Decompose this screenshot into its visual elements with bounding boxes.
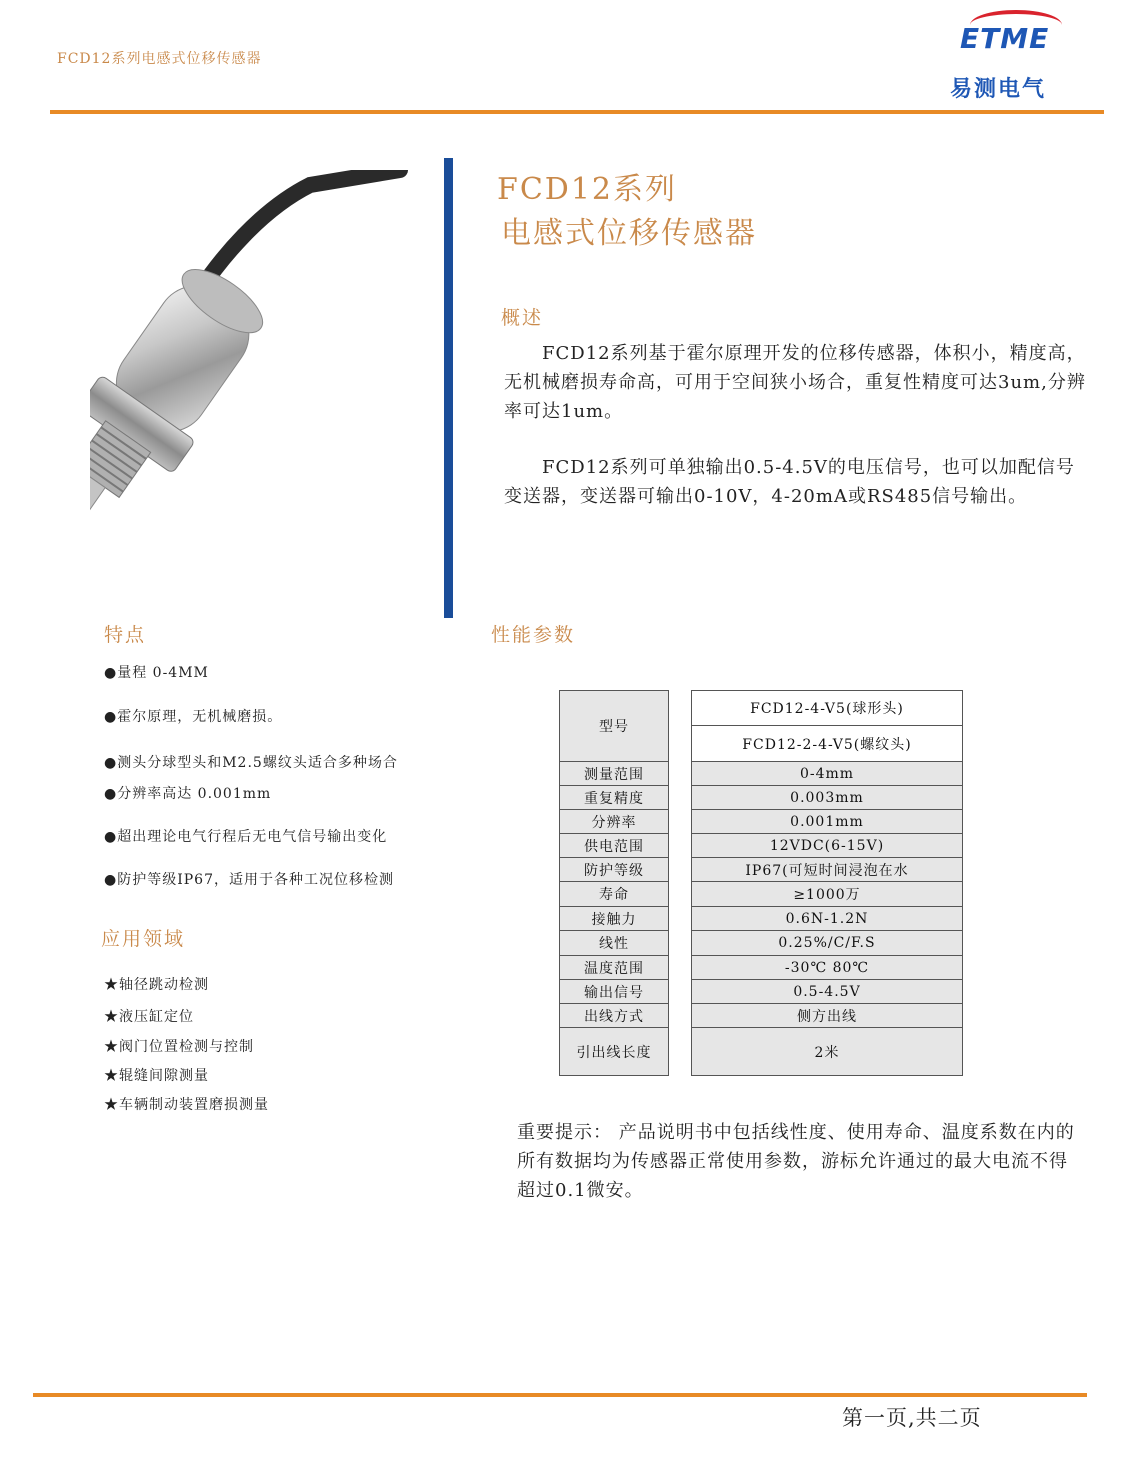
- spec-label-model: 型号: [559, 690, 669, 762]
- application-item: ★阀门位置检测与控制: [104, 1039, 254, 1055]
- feature-item: ●测头分球型头和M2.5螺纹头适合多种场合: [104, 755, 398, 771]
- spec-label: 供电范围: [559, 834, 669, 858]
- feature-item: ●分辨率高达 0.001mm: [104, 786, 272, 802]
- spec-label: 重复精度: [559, 786, 669, 810]
- vertical-accent-bar: [444, 158, 453, 618]
- spec-table-values: [691, 690, 963, 1076]
- spec-table-labels: [559, 690, 669, 1076]
- logo-text-cn: 易测电气: [950, 77, 1047, 102]
- spec-label: 线性: [559, 931, 669, 956]
- product-photo: [90, 170, 410, 550]
- header-title: FCD12系列电感式位移传感器: [57, 51, 262, 67]
- spec-label: 分辨率: [559, 810, 669, 834]
- spec-value: 0-4mm: [691, 762, 963, 786]
- overview-paragraph-1: FCD12系列基于霍尔原理开发的位移传感器，体积小，精度高，无机械磨损寿命高，可用于空间狭小场合，重复性精度可达3um,分辨率可达1um。: [504, 343, 1086, 422]
- spec-model-ball: FCD12-4-V5(球形头): [691, 690, 963, 726]
- bottom-divider: [33, 1393, 1087, 1397]
- spec-value: ≥1000万: [691, 882, 963, 907]
- spec-value: IP67(可短时间浸泡在水: [691, 858, 963, 882]
- main-title-line1: FCD12系列: [497, 172, 677, 207]
- main-title-line2: 电感式位移传感器: [501, 216, 757, 251]
- spec-label: 防护等级: [559, 858, 669, 882]
- application-item: ★轴径跳动检测: [104, 977, 209, 993]
- important-notice: 重要提示： 产品说明书中包括线性度、使用寿命、温度系数在内的所有数据均为传感器正常使用参数，游标允许通过的最大电流不得超过0.1微安。: [517, 1122, 1075, 1201]
- spec-model-thread: FCD12-2-4-V5(螺纹头): [691, 726, 963, 762]
- applications-heading: 应用领域: [101, 928, 186, 950]
- spec-value: 0.003mm: [691, 786, 963, 810]
- spec-label: 寿命: [559, 882, 669, 907]
- application-item: ★辊缝间隙测量: [104, 1068, 209, 1084]
- spec-value: 2米: [691, 1028, 963, 1076]
- application-item: ★车辆制动装置磨损测量: [104, 1097, 269, 1113]
- spec-label: 接触力: [559, 907, 669, 931]
- spec-value: 0.6N-1.2N: [691, 907, 963, 931]
- application-item: ★液压缸定位: [104, 1009, 194, 1025]
- feature-item: ●超出理论电气行程后无电气信号输出变化: [104, 829, 388, 845]
- spec-value: -30℃ 80℃: [691, 956, 963, 980]
- spec-label: 引出线长度: [559, 1028, 669, 1076]
- spec-label: 出线方式: [559, 1004, 669, 1028]
- spec-value: 12VDC(6-15V): [691, 834, 963, 858]
- spec-value: 0.5-4.5V: [691, 980, 963, 1004]
- feature-item: ●量程 0-4MM: [104, 665, 209, 681]
- overview-heading: 概述: [501, 307, 544, 329]
- spec-label: 输出信号: [559, 980, 669, 1004]
- overview-paragraph-2: FCD12系列可单独输出0.5-4.5V的电压信号，也可以加配信号变送器，变送器可输出0-10V，4-20mA或RS485信号输出。: [504, 457, 1075, 507]
- feature-item: ●防护等级IP67，适用于各种工况位移检测: [104, 872, 394, 888]
- spec-label: 温度范围: [559, 956, 669, 980]
- main-title: [497, 168, 757, 256]
- logo-text-en: ETME: [960, 22, 1050, 55]
- page-number: 第一页,共二页: [842, 1406, 982, 1430]
- features-heading: 特点: [104, 624, 147, 646]
- feature-item: ●霍尔原理，无机械磨损。: [104, 709, 283, 725]
- spec-value: 0.001mm: [691, 810, 963, 834]
- spec-value: 侧方出线: [691, 1004, 963, 1028]
- top-divider: [50, 110, 1104, 114]
- spec-value: 0.25%/C/F.S: [691, 931, 963, 956]
- spec-label: 测量范围: [559, 762, 669, 786]
- specs-heading: 性能参数: [491, 624, 576, 646]
- company-logo: [950, 8, 1075, 103]
